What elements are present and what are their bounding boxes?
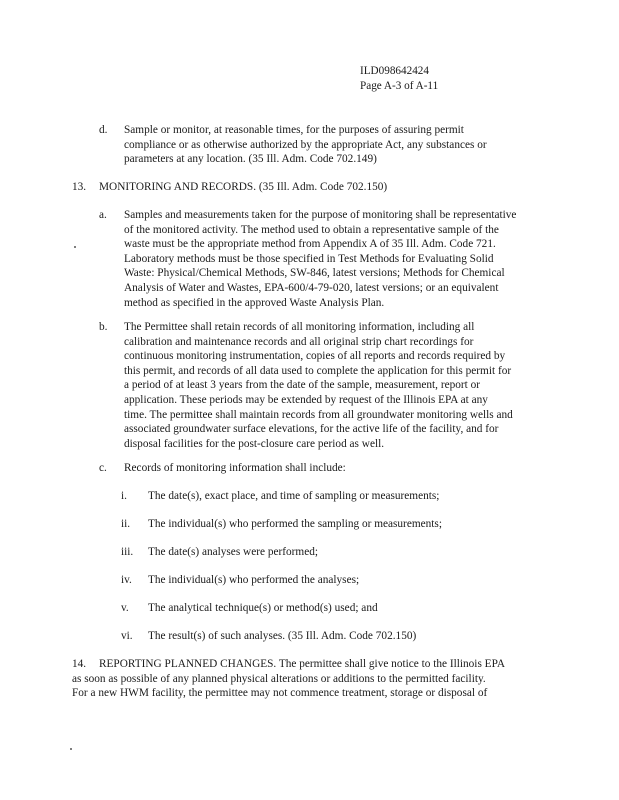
text-line: REPORTING PLANNED CHANGES. The permittee shall give notice to the Illinois EPA	[99, 658, 505, 670]
subitem-text: The individual(s) who performed the sampling or measurements;	[148, 518, 442, 530]
subitem-text: The analytical technique(s) or method(s) used; and	[148, 602, 378, 614]
subitem-text: The result(s) of such analyses. (35 Ill. Adm. Code 702.150)	[148, 630, 417, 642]
page-number: Page A-3 of A-11	[360, 80, 439, 92]
subitem-label: vi.	[121, 630, 133, 642]
text-line: compliance or as otherwise authorized by the appropriate Act, any substances or	[124, 138, 487, 151]
section-14-text	[99, 657, 505, 672]
text-line: Laboratory methods must be those specified in Test Methods for Evaluating Solid	[124, 252, 494, 265]
item-d-text	[124, 123, 487, 167]
subitem-label: iv.	[121, 574, 132, 586]
scan-speck	[70, 748, 72, 750]
subitem-text: The date(s) analyses were performed;	[148, 546, 318, 558]
item-13b-label: b.	[99, 321, 108, 333]
section-14-continuation	[72, 672, 487, 701]
section-13-number: 13.	[72, 181, 87, 193]
text-line: continuous monitoring instrumentation, copies of all reports and records required by	[124, 350, 506, 363]
text-line: Sample or monitor, at reasonable times, for the purposes of assuring permit	[124, 124, 464, 136]
item-13b-text	[124, 320, 513, 451]
text-line: For a new HWM facility, the permittee may not commence treatment, storage or disposal of	[72, 687, 488, 700]
subitem-label: i.	[121, 490, 127, 502]
text-line: disposal facilities for the post-closure care period as well.	[124, 437, 385, 450]
subitem-label: v.	[121, 602, 129, 614]
text-line: calibration and maintenance records and all original strip chart recordings for	[124, 335, 474, 348]
subitem-text: The date(s), exact place, and time of sampling or measurements;	[148, 490, 440, 502]
subitem-label: ii.	[121, 518, 131, 530]
text-line: this permit, and records of all data used to complete the application for this permit for	[124, 364, 512, 377]
text-line: Samples and measurements taken for the purpose of monitoring shall be representative	[124, 209, 517, 221]
text-line: Analysis of Water and Wastes, EPA-600/4-79-020, latest versions; or an equivalent	[124, 281, 499, 294]
item-13c-label: c.	[99, 462, 107, 474]
text-line: application. These periods may be extended by request of the Illinois EPA at any	[124, 393, 488, 406]
text-line: method as specified in the approved Waste Analysis Plan.	[124, 296, 385, 309]
text-line: of the monitored activity. The method used to obtain a representative sample of the	[124, 223, 499, 236]
item-d-label: d.	[99, 124, 108, 136]
item-13a-text	[124, 208, 516, 310]
subitem-text: The individual(s) who performed the analyses;	[148, 574, 360, 586]
text-line: time. The permittee shall maintain records from all groundwater monitoring wells and	[124, 408, 513, 421]
text-line: a period of at least 3 years from the date of the sample, measurement, report or	[124, 379, 481, 392]
text-line: as soon as possible of any planned physical alterations or additions to the permitted facility.	[72, 672, 486, 685]
section-13-heading: MONITORING AND RECORDS. (35 Ill. Adm. Code 702.150)	[99, 181, 388, 193]
text-line: The Permittee shall retain records of all monitoring information, including all	[124, 321, 475, 333]
item-13a-label: a.	[99, 209, 107, 221]
text-line: parameters at any location. (35 Ill. Adm. Code 702.149)	[124, 153, 377, 166]
subitem-label: iii.	[121, 546, 134, 558]
text-line: Waste: Physical/Chemical Methods, SW-846, latest versions; Methods for Chemical	[124, 267, 505, 280]
item-13c-intro: Records of monitoring information shall include:	[124, 462, 346, 474]
scan-speck	[74, 246, 76, 248]
text-line: associated groundwater surface elevations, for the active life of the facility, and for	[124, 423, 499, 436]
page-header	[360, 64, 438, 94]
document-id: ILD098642424	[360, 65, 429, 77]
section-14-number: 14.	[72, 658, 87, 670]
text-line: waste must be the appropriate method from Appendix A of 35 Ill. Adm. Code 721.	[124, 238, 496, 251]
